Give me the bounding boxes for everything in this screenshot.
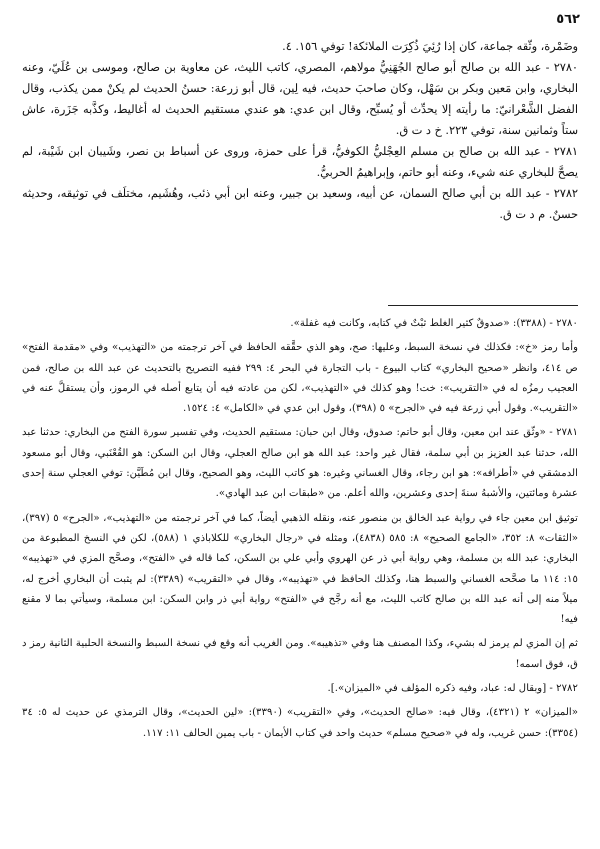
footnote-2781-c: ثم إن المزي لم يرمز له بشيء، وكذا المصنف هنا وفي «تذهيبه». ومن الغريب أنه وقع في نسخة السبط والنسخة الحلبية الثانية رمز د ق، فوق اسمه! <box>22 638 578 670</box>
footnote-2782-b: «الميزان» ٢ (٤٣٢١)، وقال فيه: «صالح الحديث»، وفي «التقريب» (٣٣٩٠): «لين الحديث»، وقال الترمذي عن حديث له ٥: ٣٤ (٣٣٥٤): حسن غريب، وله في «صحيح مسلم» حديث واحد في كتاب الأيمان - باب يمين الحالف ١١: ١١٧. <box>22 707 578 739</box>
footnote-divider <box>388 305 578 306</box>
main-text <box>22 36 578 225</box>
footnotes <box>22 314 578 748</box>
page-number: ٥٦٢ <box>556 12 580 27</box>
footnote-2781-b: توثيق ابن معين جاء في رواية عبد الخالق بن منصور عنه، ونقله الذهبي أيضاً، كما في آخر ترجمته من «التهذيب»، «الجرح» ٥ (٣٩٧)، «الثقات» ٨: ٣٥٢، «الجامع الصحيح» ٨: ٥٨٥ (٤٨٣٨)، ومثله في «رجال البخاري» للكلاباذي ١ (٥٨٨)، لكن في النسخ المطبوعة من البخاري: عبد الله بن مسلمة، وهي رواية أبي ذر عن الهروي وأبي علي بن السكن، كما قاله في «الفتح»، وصحَّح المزي في «تهذيبه» ١٥: ١١٤ ما صحَّحه الغساني والسبط هنا، وكذلك الحافظ في «تهذيبه»، وقال في «التقريب» (٣٣٨٩): لم يثبت أن البخاري أخرج له، ميلاً منه إلى أنه عبد الله بن صالح كاتب الليث، مع أنه رجَّح في «الفتح» رواية أبي ذر وابن السكن: ابن مسلمة، وسيأتي بما لا مقنع فيه! <box>22 512 579 626</box>
entry-2781: ٢٧٨١ - عبد الله بن صالح بن مسلم العِجْليُّ الكوفيُّ، قرأ على حمزة، وروى عن أسباط بن نصر، وشَيبان ابن شَيْبة، لم يصحَّ للبخاري عنه شيء، وعنه أبو حاتم، وإبراهيمُ الحربيُّ. <box>22 145 578 179</box>
footnote-2780-b: وأما رمز «خ»: فكذلك في نسخة السبط، وعليها: صح، وهو الذي حقَّقه الحافظ في آخر ترجمته من «التهذيب» وفي «مقدمة الفتح» ص ٤١٤، وانظر «صحيح البخاري» كتاب البيوع - باب التجارة في البحر ٤: ٢٩٩ ففيه التصريح بالتحديث عن عبد الله بن صالح، فمن العجيب رمزُه له في «التقريب»: خت! وهو كذلك في «التهذيب»، لكن من عادته فيه أن يتابع أصله في الرموز، وأن يستقلَّ عنه في «التقريب». وقول أبي زرعة فيه في «الجرح» ٥ (٣٩٨)، وقول ابن عدي في «الكامل» ٤: ١٥٢٤. <box>22 342 578 415</box>
entry-2782: ٢٧٨٢ - عبد الله بن أبي صالح السمان، عن أبيه، وسعيد بن جبير، وعنه ابن أبي ذئب، وهُشَيم، مختلَف في توثيقه، وحديثه حسنٌ. م د ت ق. <box>22 187 578 221</box>
footnote-2780-a: ٢٧٨٠ - (٣٣٨٨): «صدوقٌ كثير الغلط ثبْتٌ في كتابه، وكانت فيه غفلة». <box>290 318 578 329</box>
footnote-2782-a: ٢٧٨٢ - [وبقال له: عباد، وفيه ذكره المؤلف في «الميزان».]. <box>327 683 578 695</box>
entry-2780: ٢٧٨٠ - عبد الله بن صالح أبو صالح الجُهَنِيُّ مولاهم، المصري، كاتب الليث، عن معاوية بن صالح، وموسى بن عُلَيّ، وعنه البخاري، وابن مَعين وبكر بن سَهْل، وكان صاحبَ حديث، فيه لِين، قال أبو زرعة: حسنُ الحديث لم يكنْ ممن يكذب، وقال الفضل الشَّعْرانيّ: ما رأيته إلا يحدِّث أو يُسبِّح، وقال ابن عدي: هو عندي مستقيم الحديث له أغاليط، وكذَّبه جَزَرة، عاش ستاً وثمانين سنة، توفي ٢٢٣. خ د ت ق. <box>22 61 578 137</box>
footnote-2781-a: ٢٧٨١ - «وثّق عند ابن معين، وقال أبو حاتم: صدوق، وقال ابن حبان: مستقيم الحديث، وفي تفسير سورة الفتح من البخاري: حدثنا عبد الله، حدثنا عبد العزيز بن أبي سلمة، فقال غير واحد: عبد الله هو ابن صالح العجلي، وقال ابن السكن: هو القُعْنَبي، وقال أبو مسعود الدمشقي في «أطرافه»: هو ابن رجاء، وقال الغساني وغيره: هو كاتب الليث، وهو الصحيح، وقال ابن مُطَيَّن: توفي العجلي سنة إحدى عشرة ومائتين، والأشبهُ سنةَ إحدى وعشرين، والله أعلم. من «طبقات ابن عبد الهادي». <box>22 427 578 500</box>
entry-continuation: وضَمْرة، وثّقه جماعة، كان إذا رُئِيَ ذُكِرَت الملائكة! توفي ١٥٦. ٤. <box>282 40 578 53</box>
